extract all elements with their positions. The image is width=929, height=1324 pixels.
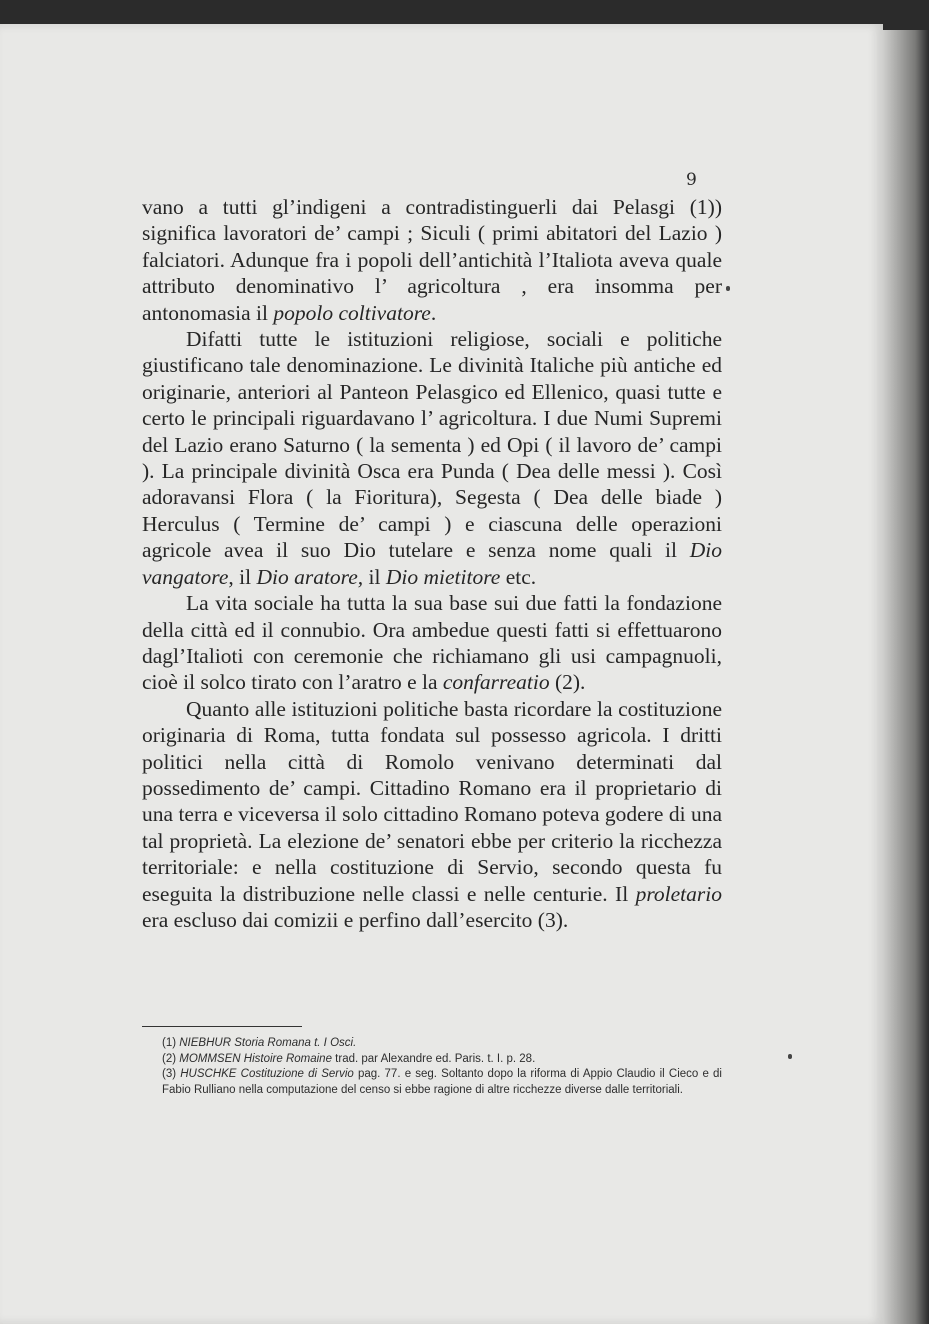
paragraph-1: vano a tutti gl’indigeni a contradistinguerli dai Pelasgi (1)) significa lavoratori de’ campi ; Siculi ( primi abitatori del Lazio ) falciatori. Adunque fra i popoli dell’antichità l’Italiota aveva quale attributo denominativo l’ agricoltura , era insomma per antonomasia il popolo coltivatore. [142, 195, 722, 325]
paragraph-4: Quanto alle istituzioni politiche basta ricordare la costituzione originaria di Roma, tutta fondata sul possesso agricola. I dritti politici nella città di Romolo venivano determinati dal possedimento de’ campi. Cittadino Romano era il proprietario di una terra e viceversa il solo cittadino Romano poteva godere di una tal proprietà. La elezione de’ senatori ebbe per criterio la ricchezza territoriale: e nella costituzione di Servio, secondo questa fu eseguita la distribuzione nelle classi e nelle centurie. Il proletario era escluso dai comizii e perfino dall’esercito (3). [142, 696, 722, 932]
footnote-1: (1) NIEBHUR Storia Romana t. I Osci. [162, 1037, 357, 1049]
paragraph-2: Difatti tutte le istituzioni religiose, sociali e politiche giustificano tale denominazione. Le divinità Italiche più antiche ed originarie, anteriori al Panteon Pelasgico ed Ellenico, quasi tutte e certo le principali riguardavano l’ agricoltura. I due Numi Supremi del Lazio erano Saturno ( la sementa ) ed Opi ( il lavoro de’ campi ). La principale divinità Osca era Punda ( Dea delle messi ). Così adoravansi Flora ( la Fioritura), Segesta ( Dea delle biade ) Herculus ( Termine de’ campi ) e ciascuna delle operazioni agricole avea il suo Dio tutelare e senza nome quali il Dio vangatore, il Dio aratore, il Dio mietitore etc. [142, 327, 722, 589]
footnote-rule [142, 1026, 302, 1027]
page-edge-shadow [883, 30, 929, 1324]
ink-speck [788, 1054, 792, 1059]
footnote-3: (3) HUSCHKE Costituzione di Servio pag. 77. e seg. Soltanto dopo la riforma di Appio Claudio il Cieco e di Fabio Rulliano nella computazione del censo si ebbe ragione di altre ricchezze diverse dalle territoriali. [162, 1068, 722, 1096]
page-number: 9 [686, 170, 697, 190]
paragraph-3: La vita sociale ha tutta la sua base sui due fatti la fondazione della città ed il connubio. Ora ambedue questi fatti si effettuarono dagl’Italioti con ceremonie che richiamano gli usi campagnuoli, cioè il solco tirato con l’aratro e la confarreatio (2). [142, 591, 722, 695]
footnote-2: (2) MOMMSEN Histoire Romaine trad. par Alexandre ed. Paris. t. I. p. 28. [162, 1052, 536, 1065]
footnotes [142, 1036, 722, 1098]
ink-speck [726, 286, 730, 291]
book-page [0, 24, 883, 1324]
body-text [142, 194, 722, 933]
